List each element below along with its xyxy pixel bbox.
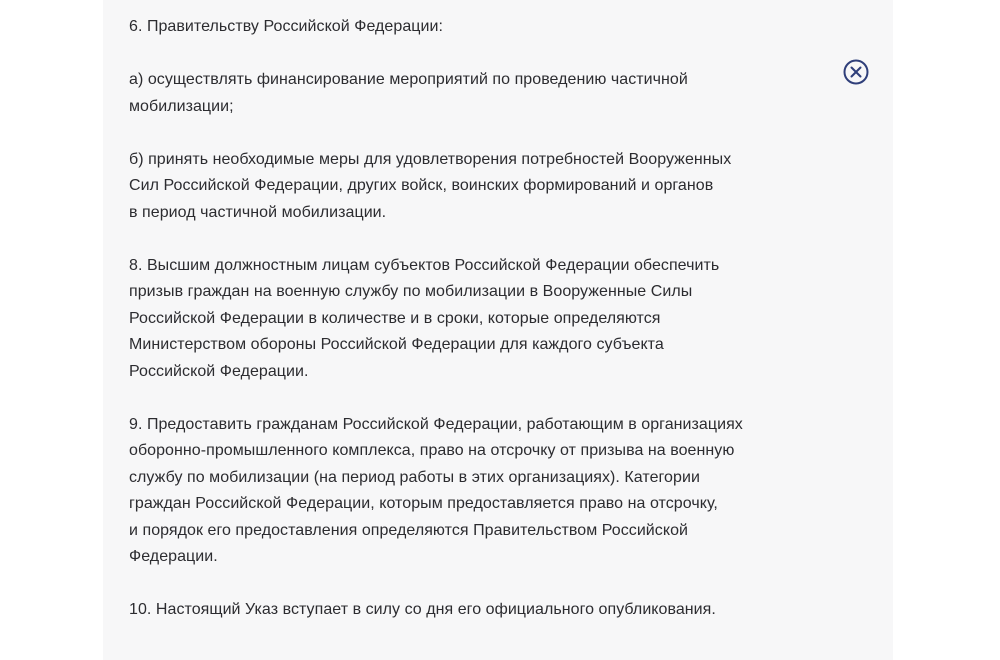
document-body xyxy=(129,14,789,650)
paragraph-line: а) осуществлять финансирование мероприятий по проведению частичной xyxy=(129,71,688,88)
paragraph-line: Сил Российской Федерации, других войск, воинских формирований и органов xyxy=(129,177,714,194)
paragraph-6 xyxy=(129,14,789,41)
paragraph-line: мобилизации; xyxy=(129,97,234,115)
paragraph-9 xyxy=(129,412,789,571)
paragraph-6a xyxy=(129,67,789,120)
paragraph-line: 10. Настоящий Указ вступает в силу со дня его официального опубликования. xyxy=(129,601,716,618)
paragraph-line: Федерации. xyxy=(129,548,218,565)
paragraph-line: 6. Правительству Российской Федерации: xyxy=(129,18,443,35)
paragraph-line: службу по мобилизации (на период работы в этих организациях). Категории xyxy=(129,468,700,486)
paragraph-line: 9. Предоставить гражданам Российской Федерации, работающим в организациях xyxy=(129,415,743,433)
paragraph-line: граждан Российской Федерации, которым предоставляется право на отсрочку, xyxy=(129,495,718,512)
paragraph-10 xyxy=(129,597,789,624)
paragraph-8 xyxy=(129,253,789,386)
paragraph-line: и порядок его предоставления определяются Правительством Российской xyxy=(129,521,689,539)
paragraph-line: оборонно-промышленного комплекса, право на отсрочку от призыва на военную xyxy=(129,442,735,459)
close-circle-icon xyxy=(843,59,869,85)
paragraph-line: Российской Федерации. xyxy=(129,362,309,380)
close-button[interactable] xyxy=(843,59,869,85)
paragraph-line: призыв граждан на военную службу по мобилизации в Вооруженные Силы xyxy=(129,283,693,300)
paragraph-line: б) принять необходимые меры для удовлетворения потребностей Вооруженных xyxy=(129,150,732,168)
paragraph-line: в период частичной мобилизации. xyxy=(129,203,387,221)
paragraph-line: Российской Федерации в количестве и в сроки, которые определяются xyxy=(129,309,661,327)
paragraph-6b xyxy=(129,147,789,227)
paragraph-line: Министерством обороны Российской Федерации для каждого субъекта xyxy=(129,336,664,353)
paragraph-line: 8. Высшим должностным лицам субъектов Российской Федерации обеспечить xyxy=(129,256,720,274)
